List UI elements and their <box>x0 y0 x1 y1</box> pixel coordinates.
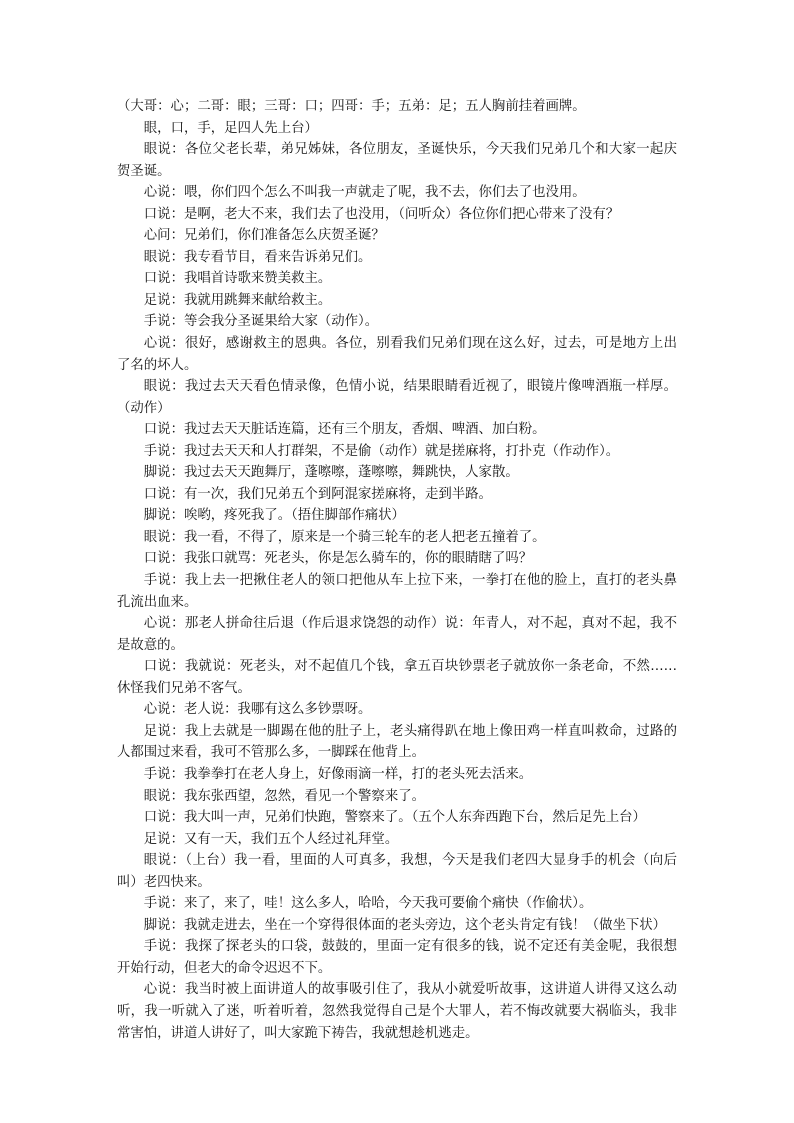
dialogue-line: 眼说：各位父老长辈，弟兄姊妹，各位朋友，圣诞快乐，今天我们兄弟几个和大家一起庆贺圣诞。 <box>117 142 677 179</box>
stage-direction-cast: （大哥：心；二哥：眼；三哥：口；四哥：手；五弟：足；五人胸前挂着画牌。 <box>117 99 586 114</box>
dialogue-line: 眼说：我专看节目，看来告诉弟兄们。 <box>143 249 372 265</box>
dialogue-line: 口说：我张口就骂：死老头，你是怎么骑车的，你的眼睛瞎了吗？ <box>143 551 533 567</box>
dialogue-line: 手说：我过去天天和人打群架，不是偷（动作）就是搓麻将，打扑克（作动作）。 <box>143 443 620 459</box>
dialogue-line: 足说：我上去就是一脚踢在他的肚子上，老头痛得趴在地上像田鸡一样直叫救命，过路的人都围过来看，我可不管那么多，一脚踩在他背上。 <box>117 723 677 761</box>
dialogue-line: 口说：我大叫一声，兄弟们快跑，警察来了。（五个人东奔西跑下台，然后足先上台） <box>143 810 646 826</box>
dialogue-line: 眼说：我一看，不得了，原来是一个骑三轮车的老人把老五撞着了。 <box>143 529 546 545</box>
stage-direction-enter: 眼，口，手，足四人先上台） <box>143 120 318 136</box>
dialogue-line: 手说：来了，来了，哇！这么多人，哈哈，今天我可要偷个痛快（作偷状）。 <box>143 896 593 912</box>
dialogue-line: 心说：我当时被上面讲道人的故事吸引住了，我从小就爱听故事，这讲道人讲得又这么动听，我一听就入了迷，听着听着，忽然我觉得自己是个大罪人，若不悔改就要大祸临头，我非常害怕，讲道人讲好了，叫大家跪下祷告，我就想趁机逃走。 <box>117 982 677 1041</box>
dialogue-line: 足说：我就用跳舞来献给救主。 <box>143 292 332 308</box>
dialogue-line: 口说：我唱首诗歌来赞美救主。 <box>143 271 332 287</box>
dialogue-line: 心问：兄弟们，你们准备怎么庆贺圣诞？ <box>143 228 385 244</box>
dialogue-line: 口说：我就说：死老头，对不起值几个钱，拿五百块钞票老子就放你一条老命，不然……休怪我们兄弟不客气。 <box>117 659 677 696</box>
dialogue-line: 心说：老人说：我哪有这么多钞票呀。 <box>143 702 372 718</box>
dialogue-line: 足说：又有一天，我们五个人经过礼拜堂。 <box>143 831 399 847</box>
dialogue-line: 脚说：我过去天天跑舞厅，蓬嚓嚓，蓬嚓嚓，舞跳快，人家散。 <box>143 465 519 481</box>
dialogue-line: 眼说：（上台）我一看，里面的人可真多，我想，今天是我们老四大显身手的机会（向后叫）老四快来。 <box>117 853 677 890</box>
dialogue-line: 口说：是啊，老大不来，我们去了也没用，（问听众）各位你们把心带来了没有？ <box>143 206 620 222</box>
dialogue-line: 心说：那老人拼命往后退（作后退求饶怨的动作）说：年青人，对不起，真对不起，我不是故意的。 <box>117 616 677 653</box>
dialogue-line: 眼说：我东张西望，忽然，看见一个警察来了。 <box>143 788 425 804</box>
dialogue-line: 心说：很好，感谢救主的恩典。各位，别看我们兄弟们现在这么好，过去，可是地方上出了名的坏人。 <box>117 336 677 373</box>
dialogue-line: 脚说：我就走进去，坐在一个穿得很体面的老头旁边，这个老头肯定有钱！（做坐下状） <box>143 917 667 933</box>
dialogue-line: 手说：我探了探老头的口袋，鼓鼓的，里面一定有很多的钱，说不定还有美金呢，我很想开始行动，但老大的命令迟迟不下。 <box>117 939 677 976</box>
document-page <box>117 96 677 1044</box>
dialogue-line: 手说：等会我分圣诞果给大家（动作）。 <box>143 314 379 330</box>
dialogue-line: 手说：我上去一把揪住老人的领口把他从车上拉下来，一拳打在他的脸上，直打的老头鼻孔流出血来。 <box>117 573 677 610</box>
dialogue-line: 眼说：我过去天天看色情录像，色情小说，结果眼睛看近视了，眼镜片像啤酒瓶一样厚。（动作） <box>117 379 677 416</box>
dialogue-line: 手说：我拳拳打在老人身上，好像雨滴一样，打的老头死去活来。 <box>143 766 533 782</box>
dialogue-line: 脚说：唉哟，疼死我了。（捂住脚部作痛状） <box>143 508 405 524</box>
dialogue-line: 口说：有一次，我们兄弟五个到阿混家搓麻将，走到半路。 <box>143 486 492 502</box>
dialogue-line: 口说：我过去天天脏话连篇，还有三个朋友，香烟、啤酒、加白粉。 <box>143 422 546 438</box>
dialogue-line: 心说：喂，你们四个怎么不叫我一声就走了呢，我不去，你们去了也没用。 <box>143 185 586 201</box>
